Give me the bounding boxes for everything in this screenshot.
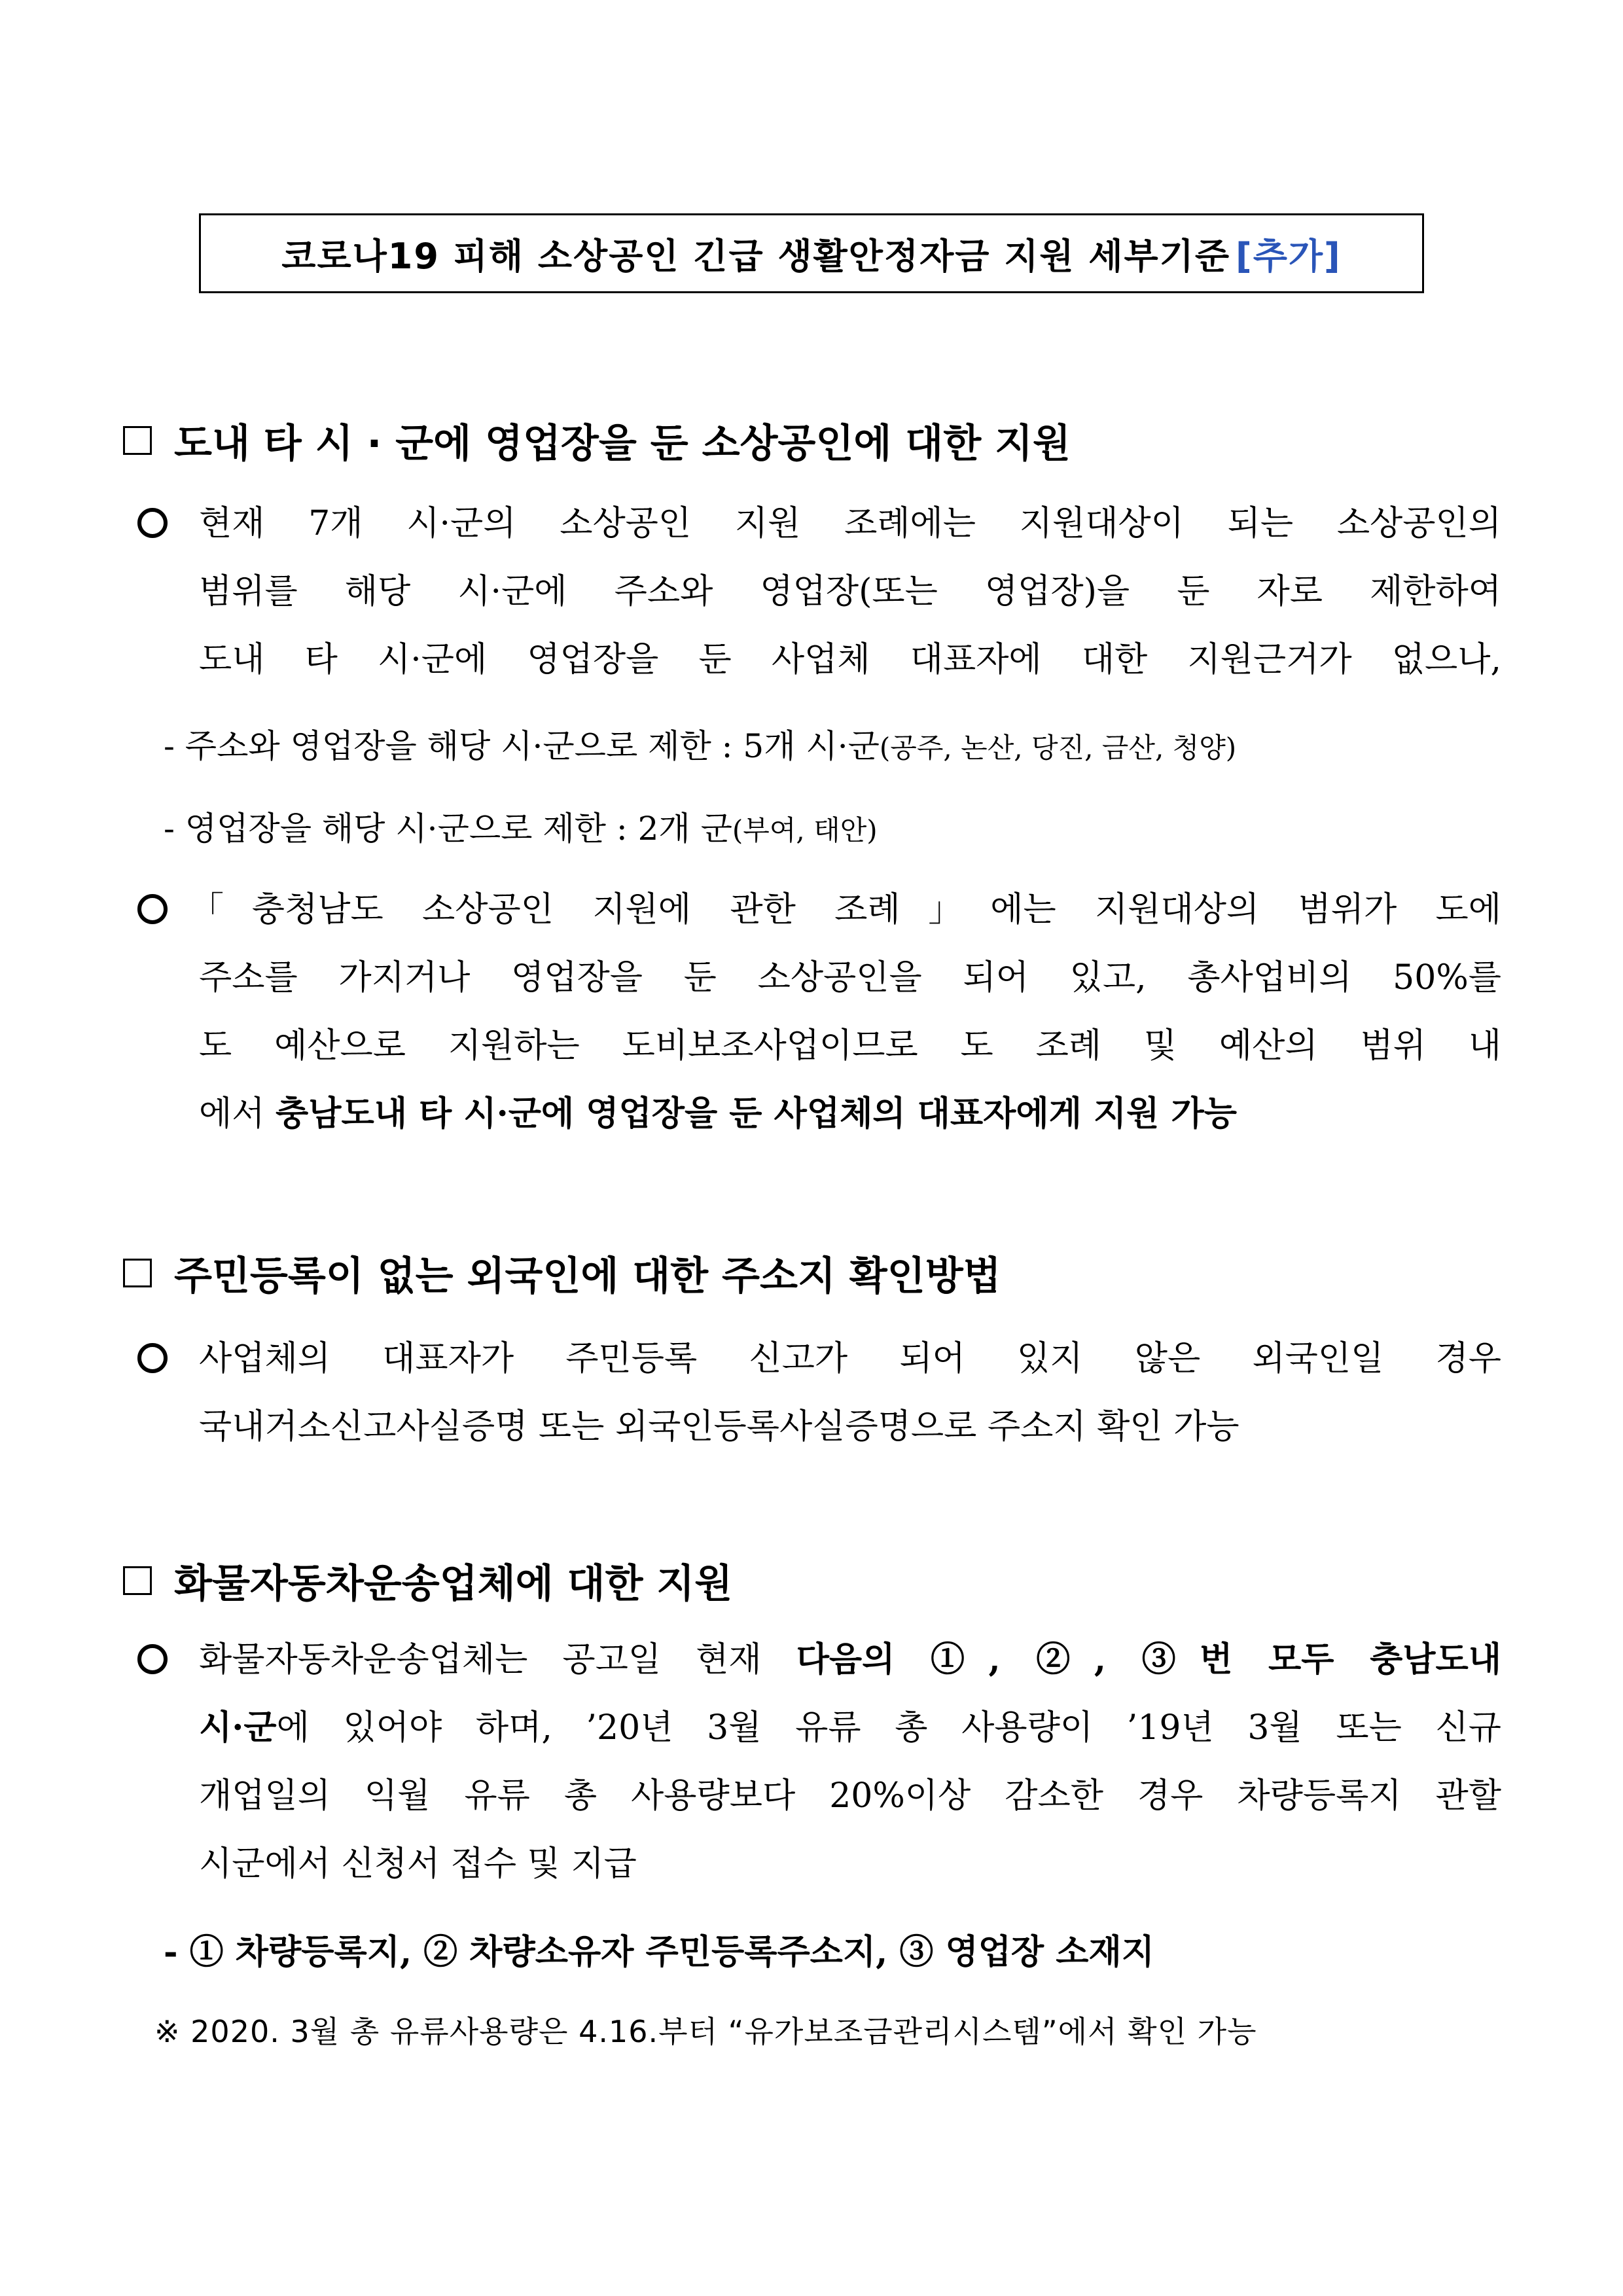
checkbox-square-icon xyxy=(123,1566,152,1595)
section-1-bullet-2: 「충청남도 소상공인 지원에 관한 조례」에는 지원대상의 범위가 도에 xyxy=(190,890,1501,929)
section-2-bullet-1: 사업체의 대표자가 주민등록 신고가 되어 있지 않은 외국인일 경우 국내거소신고사실증명 또는 외국인등록사실증명으로 주소지 확인 가능 xyxy=(199,1339,1501,1446)
document-title-tag: [추가] xyxy=(1236,235,1342,277)
section-1-dash-2: - 영업장을 해당 시·군으로 제한 : 2개 군(부여, 태안) xyxy=(164,810,878,848)
circle-bullet-icon xyxy=(137,1343,168,1373)
checkbox-square-icon xyxy=(123,1259,152,1287)
section-heading-1: 도내 타 시 · 군에 영업장을 둔 소상공인에 대한 지원 xyxy=(123,412,1071,469)
emphasis-text: 충남도내 타 시·군에 영업장을 둔 사업체의 대표자에게 지원 가능 xyxy=(276,1094,1237,1134)
section-3-dash: - ① 차량등록지, ② 차량소유자 주민등록주소지, ③ 영업장 소재지 xyxy=(164,1932,1154,1972)
section-heading-2: 주민등록이 없는 외국인에 대한 주소지 확인방법 xyxy=(123,1245,1001,1301)
document-title: 코로나19 피해 소상공인 긴급 생활안정자금 지원 세부기준 xyxy=(281,235,1231,277)
section-1-bullet-1: 현재 7개 시·군의 소상공인 지원 조례에는 지원대상이 되는 소상공인의 범위를 해당 시·군에 주소와 영업장(또는 영업장)을 둔 자로 제한하여 도내 타 시·군에 영업장을 둔 사업체 대표자에 대한 지원근거가 없으나, xyxy=(199,504,1501,679)
section-3-note: ※ 2020. 3월 총 유류사용량은 4.16.부터 “유가보조금관리시스템”에서 확인 가능 xyxy=(154,2014,1257,2049)
section-3-bullet-1: 화물자동차운송업체는 공고일 현재 다음의 ①, ②, ③번 모두 충남도내 시·군에 있어야 하며, ’20년 3월 유류 총 사용량이 ’19년 3월 또는 신규 개업일의 익월 유류 총 사용량보다 20%이상 감소한 경우 차량등록지 관할 시군에서 신청서 접수 및 지급 xyxy=(199,1640,1502,1884)
circle-bullet-icon xyxy=(137,508,168,538)
document-title-box xyxy=(199,213,1424,293)
circle-bullet-icon xyxy=(137,1644,168,1674)
section-1-bullet-2-cont: 주소를 가지거나 영업장을 둔 소상공인을 되어 있고, 총사업비의 50%를 도 예산으로 지원하는 도비보조사업이므로 도 조례 및 예산의 범위 내 에서 충남도내 타 시·군에 영업장을 둔 사업체의 대표자에게 지원 가능 xyxy=(199,958,1501,1134)
checkbox-square-icon xyxy=(123,426,152,455)
section-1-dash-1: - 주소와 영업장을 해당 시·군으로 제한 : 5개 시·군(공주, 논산, 당진, 금산, 청양) xyxy=(164,727,1237,765)
section-heading-3: 화물자동차운송업체에 대한 지원 xyxy=(123,1552,732,1609)
circle-bullet-icon xyxy=(137,894,168,924)
